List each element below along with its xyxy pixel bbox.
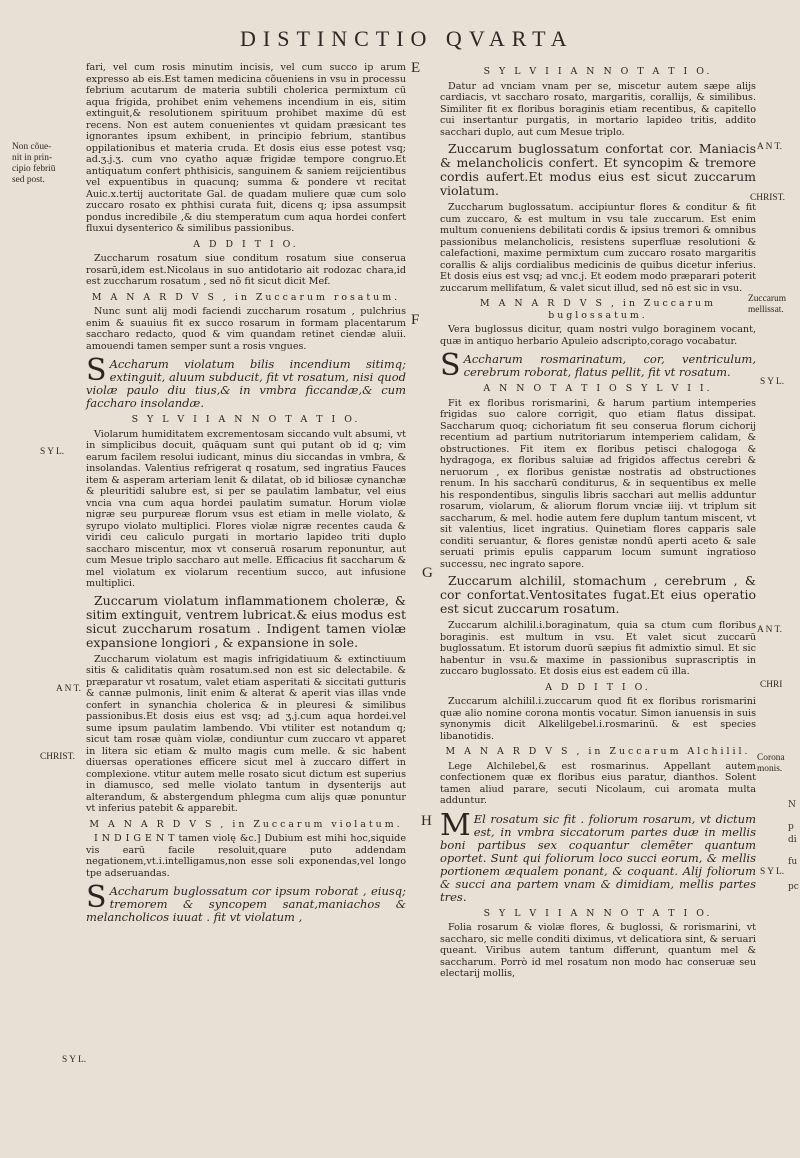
entry-text: Accharum violatum bilis incendium sitimq; extinguit, aluum subducit, fit vt rosatum, nisi quod violæ paulo diu tius,& in vmbra ficcandæ,& cum faccharo insolandæ. (86, 357, 406, 410)
margin-note-zuccarum-1: Zuccarum (748, 294, 786, 304)
edge-letter: N (788, 800, 796, 810)
paragraph: Zuccarum alchilil.i.zuccarum quod fit ex floribus rorismarini quæ alio nomine corona montis vocatur. Simon ianuensis in suis synonymis dicit Alkelilgebel.i.rosmarinū. & est species libanotidis. (440, 696, 756, 742)
left-column (86, 62, 406, 928)
section-letter-h: H (421, 813, 432, 829)
paragraph: Zuccharum buglossatum. accipiuntur flores & conditur & fit cum zuccaro, & est multum in vsu tale zuccarum. Est enim multum conueniens debilitati cordis & ipsius tremori & omnibus passionibus melancholicis, resistens superfluæ resolutioni & calefactioni, maxime permixtum cum zuccaro rosato margaritis corallis & alijs cordialibus medicinis de quibus dicetur inferius. Et dosis eius est vsq; ad vnc.j. Et eodem modo præparari poterit zuccarum mellifatum, & valet sicut illud, sed nō est sic in vsu. (440, 202, 756, 294)
margin-note-syl-right-2: S Y L. (760, 867, 785, 877)
entry-text: Accharum rosmarinatum, cor, ventriculum, cerebrum roborat, flatus pellit, fit vt rosatum. (463, 352, 756, 379)
section-heading: S Y L V I I A N N O T A T I O. (483, 66, 713, 77)
margin-note-zuccarum-2: mellissat. (748, 305, 784, 315)
text-entry (86, 880, 406, 924)
margin-note-christ: CHRIST. (40, 752, 75, 762)
paragraph: Vera buglossus dicitur, quam nostri vulgo boraginem vocant, quæ in antiquo herbario Apuleio adscripto,corago vocabatur. (440, 324, 756, 347)
right-column (440, 62, 756, 983)
edge-letter: fu (788, 857, 798, 867)
margin-note-chri-right: CHRI (760, 680, 783, 690)
paragraph: I N D I G E N T tamen violę &c.] Dubium est mihi hoc,siquide vis earū facile resoluit,quare puto addendam negationem,vt.i.intelligamus,non esse soli exponendas,vel longo tpe adseruandas. (86, 833, 406, 879)
margin-note-non-coue-1: Non cõue- (12, 142, 52, 152)
section-letter-f: F (411, 312, 420, 328)
section-letter-g: G (422, 565, 433, 581)
section-heading: S Y L V I I A N N O T A T I O. (483, 907, 713, 919)
text-entry (440, 348, 756, 383)
paragraph: Zuccharum violatum est magis infrigidatiuum & extinctiuum sitis & caliditatis quàm rosatum.sed non est sic delectabile. & præparatur vt rosatum, valet etiam asperitati & siccitati gutturis & cannæ pulmonis, linit enim & alterat & aperit vias illas vnde confert in synanchia cholerica & in pleuresi & similibus passionibus.Et dosis eius est vsq; ad ʒ.j.cum aqua hordei.vel sume ipsum paulatim lambendo. Vbi vtiliter est notandum q; sicut tam rosæ quàm violæ, condiuntur cum zuccaro vt apparet in litera sic etiam & multo magis cum melle. & sic habent diuersas operationes efficere sicut mel à zuccaro differt in complexione. vtitur autem melle rosato sicut dictum est superius in diamusco, sed melle violato tantum in dysenterijs aut alterandum, & abstergendum phlegma cum alijs quæ ponuntur vt inferius patebit & apparebit. (86, 653, 406, 814)
section-heading: S Y L V I I A N N O T A T I O. (131, 414, 361, 425)
entry-text: Accharum buglossatum cor ipsum roborat , eiusq; tremorem & syncopem sanat,maniachos & melancholicos iuuat . fit vt violatum , (86, 884, 406, 924)
paragraph: Zuccarum alchilil.i.boraginatum, quia sa ctum cum floribus boraginis. est multum in vsu. Et valet sicut zuccarū buglossatum. Et istorum duorū sæpius fit admixtio simul. Et sic habentur in vsu.& maxime in passionibus suprascriptis in zuccaro buglossato. Et dosis eius est eadem cū illa. (440, 620, 756, 677)
margin-note-syl-2: S Y L. (62, 1055, 87, 1065)
paragraph: Zuccarum violatum inflammationem choleræ, & sitim extinguit, ventrem lubricat.& eius modus est sicut zuccharum rosatum . Indigent tamen violæ expansione longiori , & expansione in sole. (86, 592, 406, 650)
margin-note-syl-right: S Y L. (760, 377, 785, 387)
section-heading: A D D I T I O. (193, 238, 299, 250)
paragraph: Folia rosarum & violæ flores, & buglossi, & rorismarini, vt saccharo, sic melle conditi diximus, vt delicatiora sint, & seruari queant. Viribus autem tantum differunt, quantum mel & saccharum. Porrò id mel rosatum non modo hac conseruæ seu electarij mollis, (440, 922, 756, 979)
section-heading: M A N A R D V S , in Zuccarum Alchilil. (445, 746, 751, 757)
margin-note-non-coue-3: cipio febriū (12, 164, 56, 174)
paragraph: Violarum humiditatem excrementosam siccando vult absumi, vt in simplicibus docuit, quāquam sunt qui putant ob id q; vim earum facilem resolui iudicant, minus diu siccandas in vmbra, & insolandas. Valentius refrigerat q rosatum, sed ingratius Fauces item & asperam arteriam lenit & dilatat, ob id biliosæ cynanchæ & pleuritidi salubre est, si per se paulatim lambatur, vel eius vncia vna cum aqua hordei paulatim sumatur. Horum violæ nigræ seu purpureæ florum vsus est etiam in melle violato, & syrupo violato multiplici. Flores violæ nigræ recentes cauda & viridi ceu caliculo purgati in mortario lapideo triti duplo saccharo miscentur, mox vt conseruā rosarum reponuntur, aut cum Mesue triplo saccharo aut melle. Efficacius fit saccharum & mel violatum ex violarum recentium succo, aut infusione multiplici. (86, 428, 406, 589)
text-entry (440, 807, 756, 904)
margin-note-ant: A N T. (56, 684, 81, 694)
drop-cap: S (86, 880, 107, 915)
section-heading: A D D I T I O. (545, 681, 651, 693)
margin-note-corona-1: Corona (757, 753, 785, 763)
margin-note-ant-right: A N T. (757, 142, 782, 152)
edge-letter: di (788, 835, 797, 845)
edge-letter: pc (788, 882, 799, 892)
margin-note-non-coue-4: sed post. (12, 175, 45, 185)
paragraph: Datur ad vnciam vnam per se, miscetur autem sæpe alijs cardiacis, vt saccharo rosato, margaritis, corallijs, & similibus. Similiter fit ex floribus boraginis etiam recentibus, & capitello cui insertantur purgatis, in mortario lapideo tritis, addito sacchari duplo, aut cum Mesue triplo. (440, 80, 756, 138)
paragraph: Nunc sunt alij modi faciendi zuccharum rosatum , pulchrius enim & suauius fit ex succo rosarum in formam placentarum saccharo redacto, quod & vim quandam retinet ciendæ aluii. amouendi tamen semper sunt a rosis vngues. (86, 306, 406, 352)
drop-cap: S (440, 348, 461, 383)
entry-text: El rosatum sic fit . foliorum rosarum, vt dictum est, in vmbra siccatorum partes duæ in mellis boni partibus sex coquantur clemēter quantum oportet. Sunt qui foliorum loco succi eorum, & mellis portionem æqualem ponant, & coquant. Alij foliorum & succi ana partem vnam & dimidiam, mellis partes tres. (440, 811, 756, 904)
margin-note-ant-right-2: A N T. (757, 625, 782, 635)
section-heading: A N N O T A T I O S Y L V I I. (483, 383, 713, 394)
page-header: DISTINCTIO QVARTA (240, 26, 574, 51)
paragraph: Lege Alchilebel,& est rosmarinus. Appellant autem confectionem quæ ex floribus eius paratur, dianthos. Solent tamen aliud parare, secuti Nicolaum, cui aromata multa adduntur. (440, 760, 756, 806)
section-heading: M A N A R D V S , in Zuccarum rosatum. (91, 291, 401, 303)
paragraph: fari, vel cum rosis minutim incisis, vel cum succo ip arum expresso ab eis.Est tamen medicina cõueniens in vsu in processu febrium acutarum de materia subtili cholerica permixtum cū aqua frigida, prohibet enim vehemens incendium in eis, sitim extinguit,& resolutionem spirituum prohibet maxime dū est recens. Non est autem conuenientes vt quidam præsicant tes ignorantes ipsum exhibent, in principio febrium, stantibus oppilationibus et materia cruda. Et dosis eius esse potest vsq; ad.ʒ.j.ʒ. cum vno cyatho aquæ frigidæ tempore congruo.Et antiquatum confert phthisicis, sanguinem & saniem reijcientibus vel expuentibus in quacunq; summa & pondere vt recitat Auic.x.tertij auctoritate Gal. de quadam muliere quæ cum solo zuccaro rosato ex phthisi curata fuit, dicens q; ipsa assumpsit pondus incredibile ,& diu stemperatum cum aqua hordei confert fluxui dysenterico & similibus passionibus. (86, 62, 406, 234)
margin-note-non-coue-2: nit in prin- (12, 153, 53, 163)
drop-cap: M (440, 807, 471, 843)
margin-note-syl: S Y L. (40, 447, 65, 457)
section-heading: M A N A R D V S , in Zuccarum buglossatum. (480, 298, 716, 321)
text-entry (86, 353, 406, 410)
paragraph: Zuccharum rosatum siue conditum rosatum siue conserua rosarū,idem est.Nicolaus in suo antidotario ait rodozac chara,id est zuccharum rosatum , sed nō fit sicut dicit Mef. (86, 253, 406, 287)
paragraph: Zuccarum alchilil, stomachum , cerebrum , & cor confortat.Ventositates fugat.Et eius operatio est sicut zuccarum rosatum. (440, 573, 756, 616)
section-heading: M A N A R D V S , in Zuccarum violatum. (89, 818, 403, 830)
paragraph: Fit ex floribus rorismarini, & harum partium intemperies frigidas suo calore corrigit, quo etiam flatus dissipat. Saccharum quoq; cichoriatum fit seu conserua florum cichorij recentium ad partium nutritoriarum intemperiem calidam, & obstructiones. Fit item ex floribus petisci chalogoga & hydragoga, ex floribus saluiæ ad frigidos affectus cerebri & neruorum , ex floribus genistæ nostratis ad obstructiones renum. In his saccharū conditurus, & in sequentibus ex melle his respondentibus, singulis libris sacchari aut mellis adduntur rosarum, violarum, & aliorum florum vnciæ iiij. vt triplum sit saccharum, & mel. hodie autem fere duplum tantum miscent, vt sit valentius, licet ingratius. Quinetiam flores capparis sale conditi seruantur, & flores genistæ nondū aperti aceto & sale seruati primis epulis capparum locum sumunt ingratioso successu, nec ingrato sapore. (440, 397, 756, 570)
drop-cap: S (86, 353, 107, 388)
paragraph: Zuccarum buglossatum confortat cor. Maniacis & melancholicis confert. Et syncopim & tremore cordis aufert.Et modus eius est sicut zuccarum violatum. (440, 141, 756, 198)
margin-note-christ-right: CHRIST. (750, 193, 785, 203)
section-letter-e: E (411, 60, 421, 76)
edge-letter: p (788, 822, 794, 832)
margin-note-corona-2: monis. (757, 764, 783, 774)
